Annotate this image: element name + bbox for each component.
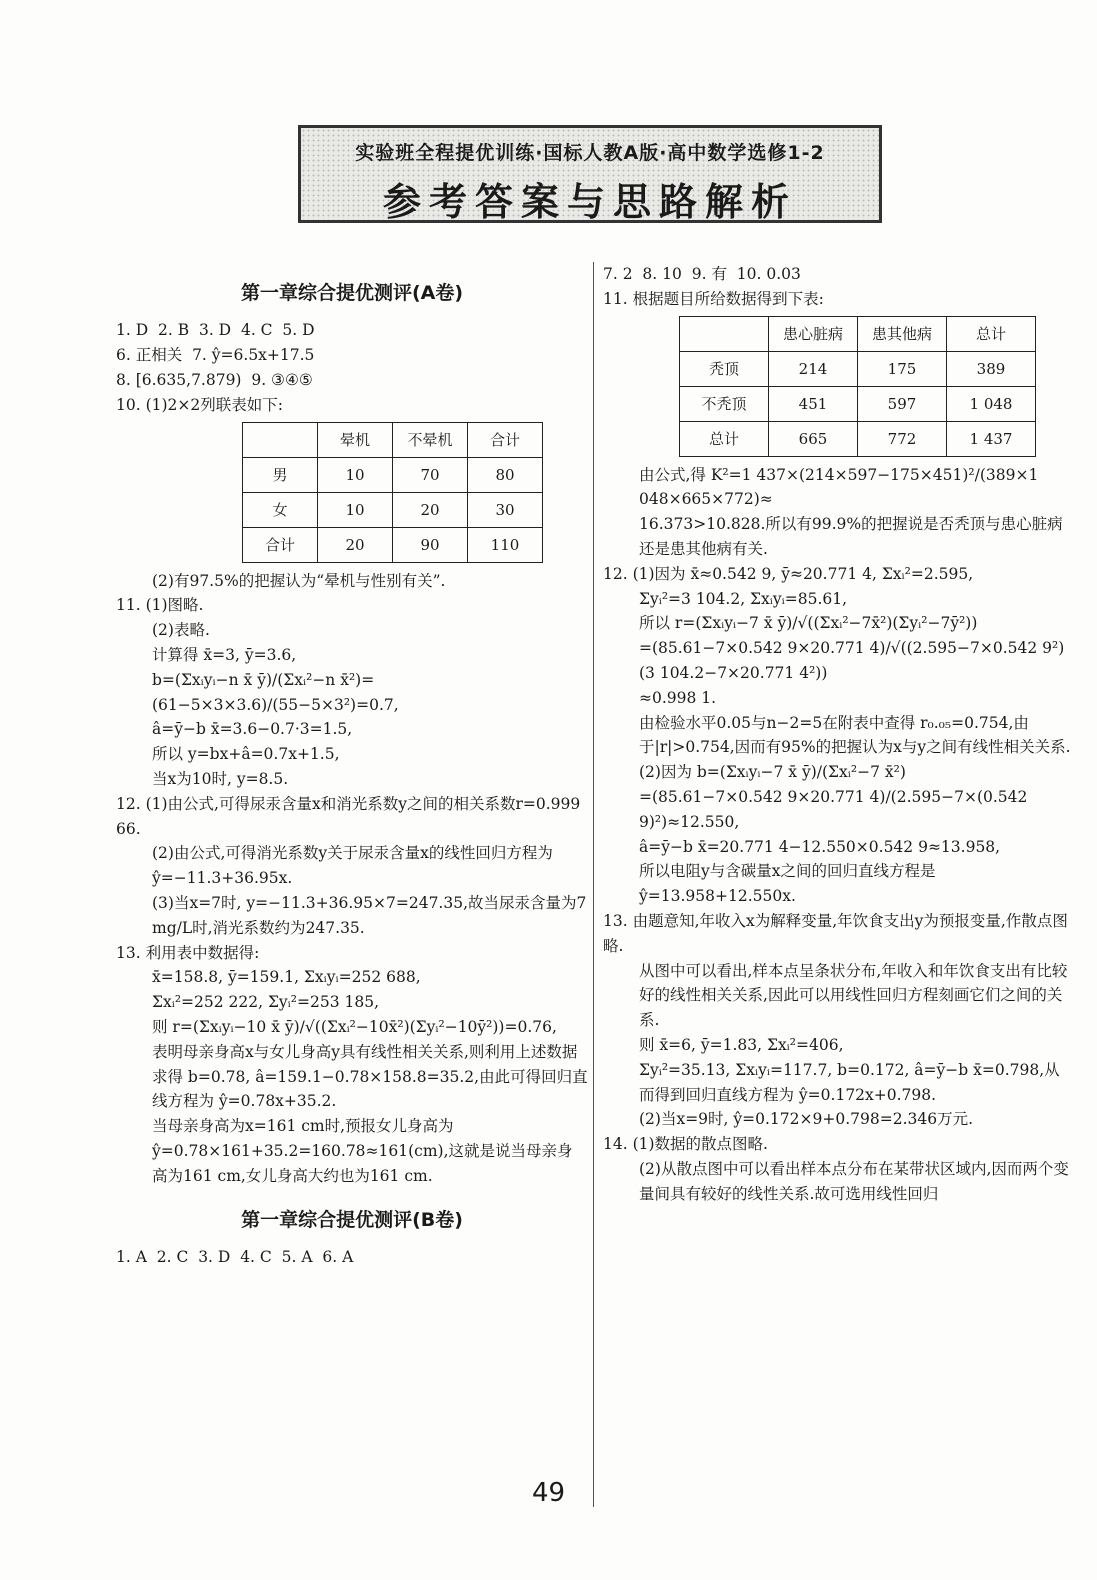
answer-line: ≈0.998 1.: [639, 688, 717, 707]
answer-line: x̄=158.8, ȳ=159.1, Σxᵢyᵢ=252 688,: [152, 968, 421, 987]
answer-line: â=ȳ−b x̄=20.771 4−12.550×0.542 9≈13.958,: [639, 837, 1001, 856]
answer-line: 计算得 x̄=3, ȳ=3.6,: [152, 645, 297, 664]
table-header-row: [680, 316, 1036, 351]
answer-line: 从图中可以看出,样本点呈条状分布,年收入和年饮食支出有比较好的线性相关关系,因此可以用线性回归方程刻画它们之间的关系.: [639, 961, 1068, 1030]
table-cell: 110: [468, 527, 543, 562]
page-number: 49: [531, 1478, 566, 1508]
answer-line: 8. [6.635,7.879) 9. ③④⑤: [116, 370, 313, 389]
answer-line: 所以 y=bx+â=0.7x+1.5,: [152, 745, 340, 764]
answer-line: (2)有97.5%的把握认为“晕机与性别有关”.: [152, 571, 446, 590]
table-cell: 10: [318, 492, 393, 527]
answer-line: (2)当x=9时, ŷ=0.172×9+0.798=2.346万元.: [639, 1110, 974, 1129]
table-cell: 晕机: [318, 422, 393, 457]
answer-line: 11. (1)图略.: [116, 596, 204, 615]
table-cell: 10: [318, 457, 393, 492]
table-cell: 214: [769, 351, 858, 386]
answer-line: (2)从散点图中可以看出样本点分布在某带状区域内,因而两个变量间具有较好的线性关系.故可选用线性回归: [639, 1159, 1069, 1203]
answer-line: â=ȳ−b x̄=3.6−0.7·3=1.5,: [152, 720, 353, 739]
table-cell: 90: [393, 527, 468, 562]
answer-line: 所以电阻y与含碳量x之间的回归直线方程是: [639, 862, 936, 881]
column-divider: [593, 262, 594, 1507]
answer-line: Σyᵢ²=35.13, Σxᵢyᵢ=117.7, b=0.172, â=ȳ−b x̄=0.798,从而得到回归直线方程为 ŷ=0.172x+0.798.: [639, 1060, 1060, 1104]
formula-line: 由公式,得 K²=1 437×(214×597−175×451)²/(389×1 048×665×772)≈: [639, 465, 1044, 509]
formula-line: =(85.61−7×0.542 9×20.771 4)/√((2.595−7×0.542 9²)(3 104.2−7×20.771 4²)): [639, 639, 1065, 682]
table-row: [680, 386, 1036, 421]
section-heading-a: 第一章综合提优测评(A卷): [240, 282, 464, 304]
answer-line: ŷ=0.78×161+35.2=160.78≈161(cm),这就是说当母亲身高为161 cm,女儿身高大约也为161 cm.: [152, 1141, 573, 1185]
answer-line: 当x为10时, y=8.5.: [152, 769, 289, 788]
formula-line: (2)因为 b=(Σxᵢyᵢ−7 x̄ ȳ)/(Σxᵢ²−7 x̄²): [639, 763, 906, 782]
answer-line: 12. (1)由公式,可得尿汞含量x和消光系数y之间的相关系数r=0.999 66.: [116, 794, 586, 838]
answer-line: Σyᵢ²=3 104.2, Σxᵢyᵢ=85.61,: [639, 589, 848, 608]
answer-line: 1. A 2. C 3. D 4. C 5. A 6. A: [116, 1247, 354, 1266]
formula-line: 则 r=(Σxᵢyᵢ−10 x̄ ȳ)/√((Σxᵢ²−10x̄²)(Σyᵢ²−10ȳ²))=0.76,: [152, 1017, 557, 1036]
table-cell: 175: [858, 351, 947, 386]
table-cell: [243, 422, 318, 457]
answer-line: 7. 2 8. 10 9. 有 10. 0.03: [603, 265, 801, 283]
answer-line: 11. 根据题目所给数据得到下表:: [603, 289, 824, 308]
answer-line: 12. (1)因为 x̄≈0.542 9, ȳ≈20.771 4, Σxᵢ²=2.595,: [603, 564, 974, 583]
answer-line: (2)表略.: [152, 621, 210, 640]
table-cell: 合计: [243, 527, 318, 562]
right-column: [603, 262, 1073, 1207]
table-cell: 秃顶: [680, 351, 769, 386]
answer-line: 14. (1)数据的散点图略.: [603, 1135, 768, 1154]
answer-line: 13. 由题意知,年收入x为解释变量,年饮食支出y为预报变量,作散点图略.: [603, 911, 1068, 955]
answer-line: (2)由公式,可得消光系数y关于尿汞含量x的线性回归方程为ŷ=−11.3+36.95x.: [152, 844, 553, 888]
table-row: [243, 492, 543, 527]
answer-line: 则 x̄=6, ȳ=1.83, Σxᵢ²=406,: [639, 1035, 844, 1054]
table-cell: 70: [393, 457, 468, 492]
table-cell: 总计: [947, 316, 1036, 351]
table-cell: 合计: [468, 422, 543, 457]
table-cell: 患其他病: [858, 316, 947, 351]
table-row: [680, 351, 1036, 386]
table-cell: 患心脏病: [769, 316, 858, 351]
answer-line: 1. D 2. B 3. D 4. C 5. D: [116, 321, 315, 340]
table-cell: 不秃顶: [680, 386, 769, 421]
banner-title: 参考答案与思路解析: [382, 180, 797, 224]
formula-line: b=(Σxᵢyᵢ−n x̄ ȳ)/(Σxᵢ²−n x̄²)=(61−5×3×3.6)/(55−5×3²)=0.7,: [152, 670, 399, 714]
table-cell: 80: [468, 457, 543, 492]
answer-line: 16.373>10.828.所以有99.9%的把握说是否秃顶与患心脏病还是患其他病有关.: [639, 515, 1063, 558]
table-cell: 不晕机: [393, 422, 468, 457]
table-cell: [680, 316, 769, 351]
answer-line: 10. (1)2×2列联表如下:: [116, 395, 283, 414]
answer-line: 由检验水平0.05与n−2=5在附表中查得 r₀.₀₅=0.754,由于|r|>0.754,因而有95%的把握认为x与y之间有线性相关关系.: [639, 713, 1071, 757]
section-heading-b: 第一章综合提优测评(B卷): [241, 1208, 463, 1231]
table-cell: 772: [858, 421, 947, 456]
formula-line: 所以 r=(Σxᵢyᵢ−7 x̄ ȳ)/√((Σxᵢ²−7x̄²)(Σyᵢ²−7ȳ²)): [639, 614, 978, 633]
table-cell: 20: [393, 492, 468, 527]
contingency-table-baldness: [679, 316, 1036, 457]
header-banner: [298, 125, 882, 223]
table-cell: 1 437: [947, 421, 1036, 456]
answer-line: 6. 正相关 7. ŷ=6.5x+17.5: [116, 346, 315, 365]
table-cell: 男: [243, 457, 318, 492]
left-column: [116, 262, 592, 1270]
table-cell: 女: [243, 492, 318, 527]
table-row: [243, 527, 543, 562]
answer-line: ŷ=13.958+12.550x.: [639, 887, 796, 906]
table-cell: 30: [468, 492, 543, 527]
table-cell: 20: [318, 527, 393, 562]
answer-line: 当母亲身高为x=161 cm时,预报女儿身高为: [152, 1117, 454, 1136]
table-header-row: [243, 422, 543, 457]
table-row: [243, 457, 543, 492]
answer-line: 表明母亲身高x与女儿身高y具有线性相关关系,则利用上述数据求得 b=0.78, â=159.1−0.78×158.8=35.2,由此可得回归直线方程为 ŷ=0.78x+35.2.: [152, 1042, 588, 1111]
table-cell: 597: [858, 386, 947, 421]
answer-line: Σxᵢ²=252 222, Σyᵢ²=253 185,: [152, 993, 380, 1012]
table-cell: 1 048: [947, 386, 1036, 421]
contingency-table-airsickness: [242, 422, 543, 563]
table-cell: 389: [947, 351, 1036, 386]
table-row: [680, 421, 1036, 456]
formula-line: =(85.61−7×0.542 9×20.771 4)/(2.595−7×(0.542 9)²)≈12.550,: [639, 787, 1033, 831]
answer-line: 13. 利用表中数据得:: [116, 943, 260, 962]
table-cell: 665: [769, 421, 858, 456]
table-cell: 总计: [680, 421, 769, 456]
banner-subtitle: 实验班全程提优训练·国标人教A版·高中数学选修1-2: [355, 142, 825, 164]
answer-line: (3)当x=7时, y=−11.3+36.95×7=247.35,故当尿汞含量为7 mg/L时,消光系数约为247.35.: [152, 893, 592, 937]
table-cell: 451: [769, 386, 858, 421]
